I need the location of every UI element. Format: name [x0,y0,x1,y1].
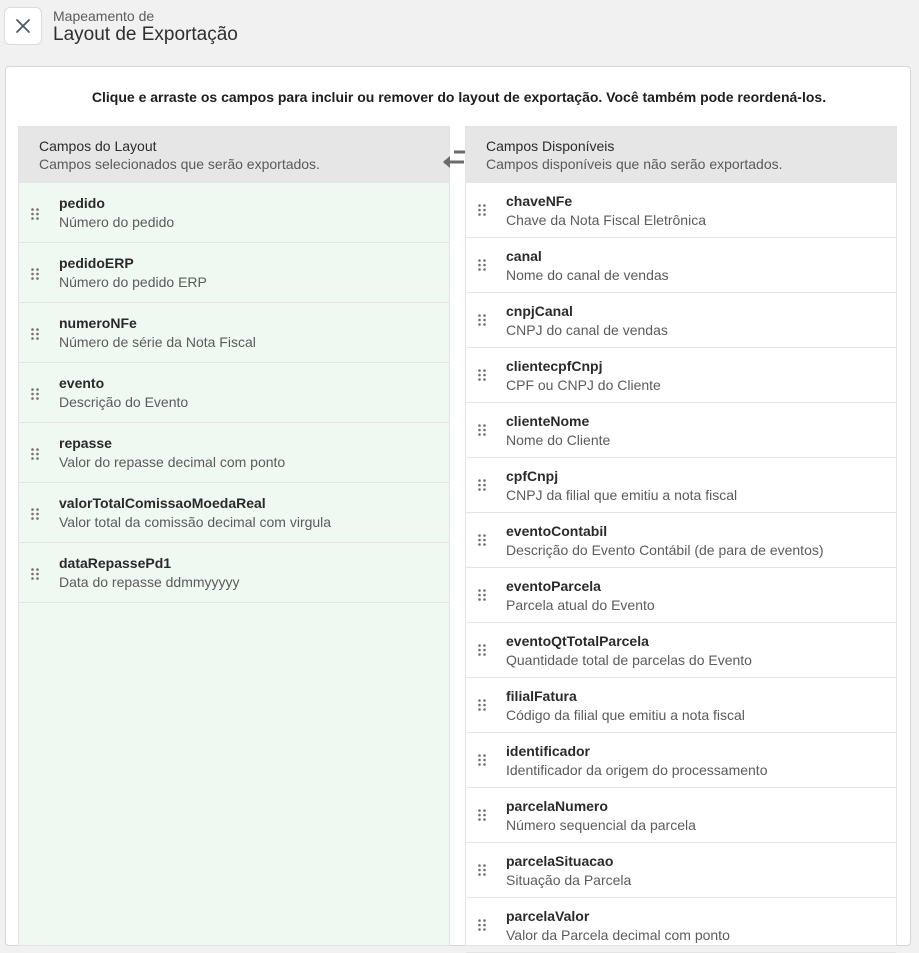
field-description: Código da filial que emitiu a nota fiscal [506,707,745,723]
field-name: parcelaSituacao [506,853,614,869]
field-description: Nome do Cliente [506,432,611,448]
field-name: cpfCnpj [506,468,559,484]
drag-handle-icon[interactable] [478,589,486,601]
drag-handle-icon[interactable] [31,388,39,400]
field-description: Número do pedido ERP [59,274,207,290]
drag-handle-icon[interactable] [478,754,486,766]
field-item[interactable] [466,238,896,293]
field-item[interactable] [19,483,449,543]
field-name: eventoContabil [506,523,608,539]
available-fields-list[interactable] [466,183,896,953]
field-item[interactable] [466,513,896,568]
field-item[interactable] [466,183,896,238]
field-name: clientecpfCnpj [506,358,603,374]
field-item[interactable] [19,303,449,363]
drag-handle-icon[interactable] [478,534,486,546]
field-description: Nome do canal de vendas [506,267,669,283]
drag-handle-icon[interactable] [478,919,486,931]
top-bar [0,0,919,66]
field-description: Quantidade total de parcelas do Evento [506,652,752,668]
export-layout-card [5,66,911,946]
field-name: parcelaNumero [506,798,608,814]
field-item[interactable] [19,183,449,243]
field-description: Número do pedido [59,214,175,230]
page-subtitle: Mapeamento de [53,8,155,24]
instructions-text: Clique e arraste os campos para incluir ou remover do layout de exportação. Você também pode reordená-los. [91,89,827,105]
close-button[interactable] [4,7,42,45]
field-name: pedidoERP [59,255,134,271]
drag-handle-icon[interactable] [478,809,486,821]
field-item[interactable] [466,348,896,403]
field-item[interactable] [466,458,896,513]
field-item[interactable] [19,423,449,483]
drag-handle-icon[interactable] [31,568,39,580]
field-description: Número sequencial da parcela [506,817,696,833]
drag-handle-icon[interactable] [478,479,486,491]
drag-handle-icon[interactable] [478,699,486,711]
field-name: filialFatura [506,688,577,704]
field-description: Descrição do Evento Contábil (de para de eventos) [506,542,824,558]
drag-handle-icon[interactable] [31,448,39,460]
field-description: Valor do repasse decimal com ponto [59,454,286,470]
field-description: Situação da Parcela [506,872,632,888]
drag-handle-icon[interactable] [478,369,486,381]
field-name: numeroNFe [59,315,137,331]
drag-handle-icon[interactable] [478,314,486,326]
page-title: Layout de Exportação [53,24,238,45]
layout-panel-title: Campos do Layout [39,138,157,154]
field-name: identificador [506,743,591,759]
field-name: dataRepassePd1 [59,555,172,571]
field-item[interactable] [466,678,896,733]
field-description: CPF ou CNPJ do Cliente [506,377,661,393]
available-panel-header [466,127,896,183]
available-panel-title: Campos Disponíveis [486,138,615,154]
layout-panel-subtitle: Campos selecionados que serão exportados. [39,156,320,172]
field-name: canal [506,248,542,264]
drag-handle-icon[interactable] [31,208,39,220]
available-panel-subtitle: Campos disponíveis que não serão exportados. [486,156,783,172]
field-item[interactable] [19,543,449,603]
field-name: clienteNome [506,413,590,429]
drag-handle-icon[interactable] [478,259,486,271]
field-description: Descrição do Evento [59,394,189,410]
field-name: eventoParcela [506,578,601,594]
field-item[interactable] [466,568,896,623]
drag-handle-icon[interactable] [478,864,486,876]
field-item[interactable] [466,403,896,458]
field-name: cnpjCanal [506,303,573,319]
field-name: eventoQtTotalParcela [506,633,649,649]
field-item[interactable] [466,733,896,788]
field-description: CNPJ do canal de vendas [506,322,668,338]
field-name: chaveNFe [506,193,573,209]
field-description: Valor da Parcela decimal com ponto [506,927,730,943]
field-item[interactable] [19,363,449,423]
field-description: Chave da Nota Fiscal Eletrônica [506,212,706,228]
layout-fields-list[interactable] [19,183,449,603]
field-item[interactable] [19,243,449,303]
drag-handle-icon[interactable] [478,424,486,436]
drag-handle-icon[interactable] [31,268,39,280]
drag-handle-icon[interactable] [31,508,39,520]
field-name: evento [59,375,105,391]
field-item[interactable] [466,623,896,678]
field-description: Identificador da origem do processamento [506,762,768,778]
field-name: pedido [59,195,105,211]
field-name: repasse [59,435,112,451]
field-description: Parcela atual do Evento [506,597,655,613]
field-item[interactable] [466,293,896,348]
field-item[interactable] [466,843,896,898]
field-item[interactable] [466,788,896,843]
field-description: Número de série da Nota Fiscal [59,334,256,350]
field-description: Valor total da comissão decimal com virgula [59,514,332,530]
field-item[interactable] [466,898,896,953]
layout-panel-header [19,127,449,183]
layout-fields-panel [18,126,450,946]
close-icon [15,18,31,34]
field-name: valorTotalComissaoMoedaReal [59,495,266,511]
drag-handle-icon[interactable] [31,328,39,340]
field-name: parcelaValor [506,908,590,924]
field-description: CNPJ da filial que emitiu a nota fiscal [506,487,738,503]
drag-handle-icon[interactable] [478,204,486,216]
available-fields-panel [465,126,897,946]
field-description: Data do repasse ddmmyyyyy [59,574,240,590]
drag-handle-icon[interactable] [478,644,486,656]
